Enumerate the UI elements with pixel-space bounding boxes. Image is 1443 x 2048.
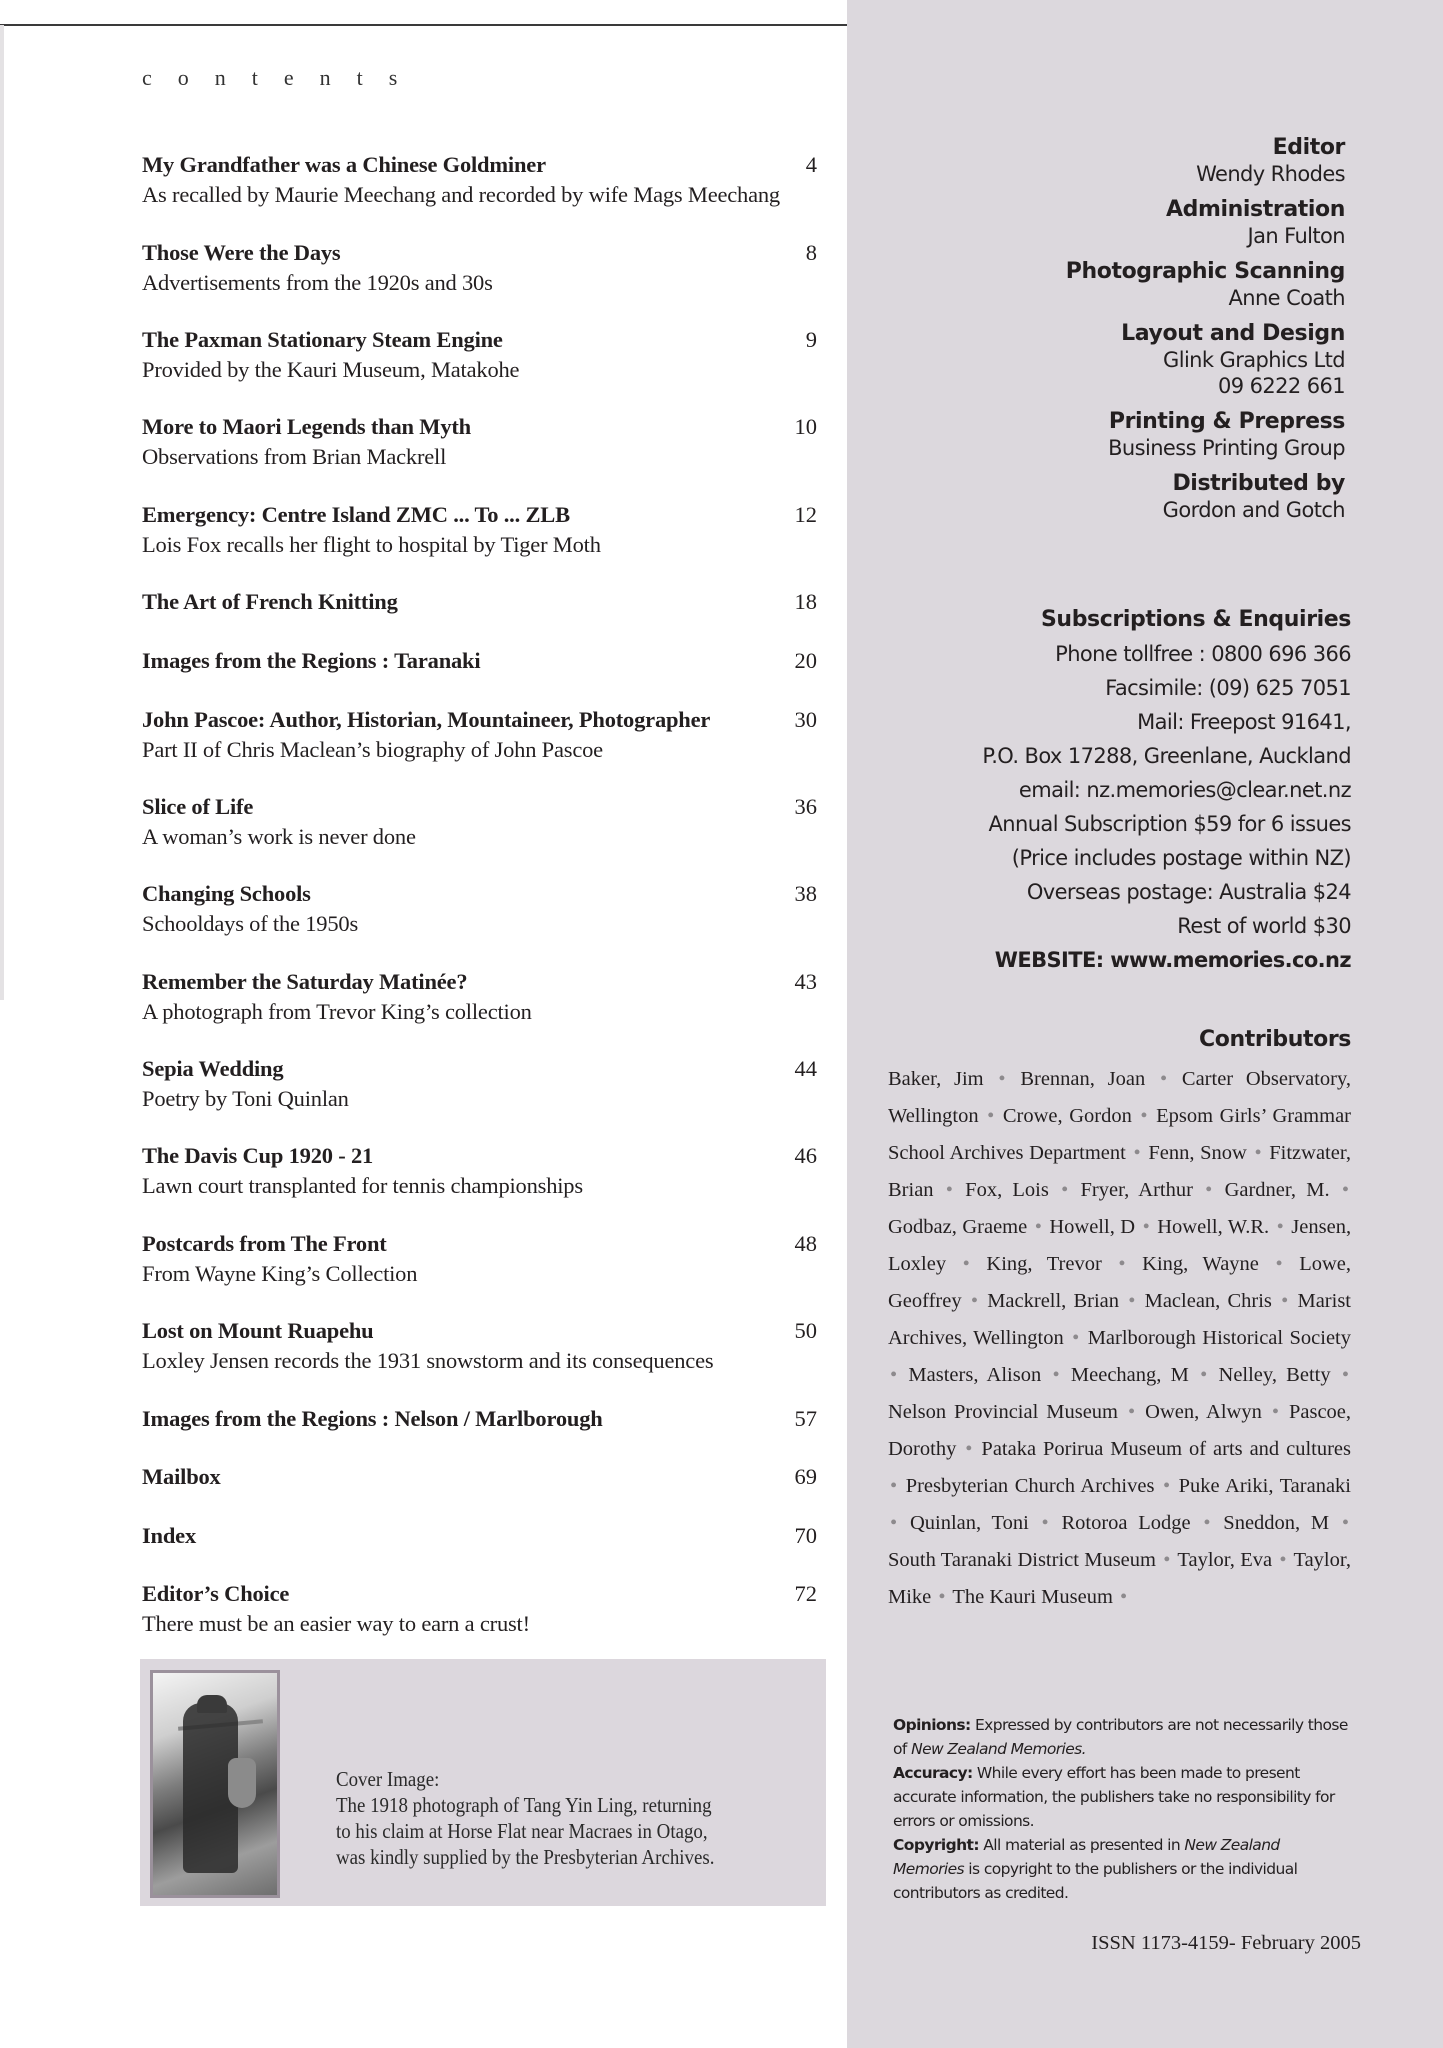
bullet-separator: •	[1142, 1216, 1150, 1238]
contributor-name: Fenn, Snow	[1148, 1142, 1247, 1164]
contributors-heading: Contributors	[1198, 1027, 1351, 1052]
contributor-name: Fryer, Arthur	[1080, 1179, 1193, 1201]
toc-entry[interactable]	[142, 1229, 817, 1289]
contributor-name: Howell, W.R.	[1157, 1216, 1270, 1238]
bullet-separator: •	[1163, 1549, 1171, 1571]
bullet-separator: •	[987, 1105, 995, 1127]
toc-title: Those Were the Days	[142, 240, 341, 265]
bullet-separator: •	[1279, 1549, 1287, 1571]
bullet-separator: •	[1200, 1364, 1208, 1386]
contributor-name: Quinlan, Toni	[909, 1512, 1029, 1534]
contributor-name: Rotoroa Lodge	[1061, 1512, 1191, 1534]
subscription-line: P.O. Box 17288, Greenlane, Auckland	[982, 744, 1351, 768]
contributor-name: Gardner, M.	[1224, 1179, 1330, 1201]
credit-value: Business Printing Group	[1108, 436, 1345, 460]
toc-page-number: 9	[805, 327, 817, 352]
toc-entry[interactable]	[142, 879, 817, 939]
contributor-name: Howell, D	[1049, 1216, 1136, 1238]
subscriptions-label: Subscriptions & Enquiries	[1040, 607, 1351, 632]
credit-label: Layout and Design	[1121, 321, 1345, 346]
contributor-name: Crowe, Gordon	[1002, 1105, 1132, 1127]
contributor-name: King, Wayne	[1142, 1253, 1259, 1275]
bullet-separator: •	[1061, 1179, 1069, 1201]
bullet-separator: •	[1341, 1512, 1350, 1534]
contributor-name: Taylor, Eva	[1177, 1549, 1273, 1571]
contributor-name: Pascoe, Dorothy	[888, 1401, 1352, 1460]
cover-caption-label: Cover Image:	[336, 1767, 440, 1791]
toc-subtitle: Provided by the Kauri Museum, Matakohe	[142, 357, 520, 382]
toc-subtitle: As recalled by Maurie Meechang and recorded by wife Mags Meechang	[142, 182, 780, 207]
photo-hat	[197, 1695, 227, 1713]
toc-entry[interactable]	[142, 412, 817, 472]
contributor-name: Nelley, Betty	[1218, 1364, 1331, 1386]
contributor-name: Masters, Alison	[908, 1364, 1042, 1386]
bullet-separator: •	[1120, 1586, 1128, 1608]
contributor-name: Godbaz, Graeme	[888, 1216, 1028, 1238]
bullet-separator: •	[970, 1290, 978, 1312]
toc-page-number: 20	[794, 648, 817, 673]
subscription-line: Annual Subscription $59 for 6 issues	[988, 812, 1351, 836]
subscriptions-block	[982, 607, 1351, 977]
toc-subtitle: A photograph from Trevor King’s collection	[142, 999, 532, 1024]
bullet-separator: •	[1052, 1364, 1060, 1386]
toc-subtitle: There must be an easier way to earn a crust!	[142, 1611, 530, 1636]
toc-page-number: 30	[794, 707, 817, 732]
bullet-separator: •	[890, 1512, 898, 1534]
contributor-name: Carter Observatory, Wellington	[888, 1068, 1351, 1127]
bullet-separator: •	[1275, 1253, 1283, 1275]
toc-title: Emergency: Centre Island ZMC ... To ... ZLB	[142, 502, 570, 527]
toc-entry[interactable]	[142, 1316, 817, 1376]
toc-page-number: 18	[794, 589, 817, 614]
bullet-separator: •	[1127, 1401, 1136, 1423]
toc-page-number: 69	[794, 1464, 817, 1489]
toc-page-number: 38	[794, 881, 817, 906]
credit-label: Photographic Scanning	[1065, 259, 1345, 284]
bullet-separator: •	[1072, 1327, 1080, 1349]
toc-entry[interactable]	[142, 1404, 817, 1434]
issn-date: ISSN 1173-4159- February 2005	[1091, 1932, 1361, 1954]
contributor-name: Owen, Alwyn	[1145, 1401, 1262, 1423]
bullet-separator: •	[1271, 1401, 1280, 1423]
toc-page-number: 8	[805, 240, 817, 265]
toc-entry[interactable]	[142, 1521, 817, 1551]
toc-page-number: 72	[794, 1581, 817, 1606]
bullet-separator: •	[1162, 1475, 1171, 1497]
toc-entry[interactable]	[142, 646, 817, 676]
contributor-name: Epsom Girls’ Grammar School Archives Department	[888, 1105, 1351, 1164]
contributor-name: Baker, Jim	[888, 1068, 984, 1090]
bullet-separator: •	[945, 1179, 953, 1201]
toc-entry[interactable]	[142, 325, 817, 385]
toc-page-number: 43	[794, 969, 817, 994]
toc-title: Editor’s Choice	[142, 1581, 290, 1606]
toc-title: The Paxman Stationary Steam Engine	[142, 327, 503, 352]
contributor-name: Marist Archives, Wellington	[888, 1290, 1352, 1349]
toc-title: Lost on Mount Ruapehu	[142, 1318, 374, 1343]
copyright-italic: New Zealand Memories	[893, 1836, 1280, 1878]
copyright-tail: is copyright to the publishers or the individual contributors as credited.	[893, 1860, 1298, 1902]
staff-credits	[1066, 135, 1345, 533]
toc-entry[interactable]	[142, 1054, 817, 1114]
credit-value: Jan Fulton	[1247, 224, 1345, 248]
opinions-label: Opinions:	[893, 1716, 971, 1734]
credit-block	[1066, 135, 1345, 187]
contributor-name: Meechang, M	[1070, 1364, 1189, 1386]
credit-label: Printing & Prepress	[1108, 409, 1345, 434]
toc-title: My Grandfather was a Chinese Goldminer	[142, 152, 546, 177]
toc-title: Mailbox	[142, 1464, 221, 1489]
toc-entry[interactable]	[142, 150, 817, 210]
contributor-name: Fox, Lois	[965, 1179, 1049, 1201]
subscription-line: Phone tollfree : 0800 696 366	[1055, 642, 1351, 666]
toc-page-number: 36	[794, 794, 817, 819]
credit-block	[1066, 197, 1345, 249]
contributor-name: Jensen, Loxley	[888, 1216, 1352, 1275]
toc-entry[interactable]	[142, 500, 817, 560]
toc-page-number: 48	[794, 1231, 817, 1256]
bullet-separator: •	[1041, 1512, 1049, 1534]
toc-title: John Pascoe: Author, Historian, Mountaineer, Photographer	[142, 707, 711, 732]
contributor-name: Pataka Porirua Museum of arts and cultures	[981, 1438, 1352, 1460]
copyright-text: All material as presented in	[978, 1836, 1185, 1854]
photo-sack	[228, 1758, 256, 1808]
toc-page-number: 44	[794, 1056, 817, 1081]
contributor-name: Taylor, Mike	[888, 1549, 1352, 1608]
bullet-separator: •	[1128, 1290, 1136, 1312]
cover-caption-line: was kindly supplied by the Presbyterian Archives.	[336, 1845, 715, 1869]
credit-block	[1066, 321, 1345, 399]
credit-value: Glink Graphics Ltd	[1163, 348, 1345, 372]
subscription-line: (Price includes postage within NZ)	[1011, 846, 1351, 870]
page-edge-strip	[0, 25, 4, 1000]
bullet-separator: •	[1118, 1253, 1126, 1275]
credit-label: Distributed by	[1172, 471, 1345, 496]
contributor-name: The Kauri Museum	[952, 1586, 1113, 1608]
disclaimer-notes	[893, 1713, 1353, 1905]
bullet-separator: •	[1140, 1105, 1148, 1127]
credit-block	[1066, 259, 1345, 311]
bullet-separator: •	[1205, 1179, 1213, 1201]
contributors-list	[888, 1061, 1351, 1616]
credit-value: Wendy Rhodes	[1196, 162, 1345, 186]
toc-page-number: 4	[805, 152, 817, 177]
toc-page-number: 50	[794, 1318, 817, 1343]
credit-block	[1066, 471, 1345, 523]
email-link[interactable]: email: nz.memories@clear.net.nz	[1018, 778, 1351, 802]
bullet-separator: •	[962, 1253, 970, 1275]
toc-entry[interactable]	[142, 1462, 817, 1492]
subscription-line: Facsimile: (09) 625 7051	[1105, 676, 1351, 700]
bullet-separator: •	[1281, 1290, 1289, 1312]
toc-entry[interactable]	[142, 705, 817, 765]
toc-title: Remember the Saturday Matinée?	[142, 969, 468, 994]
toc-title: The Davis Cup 1920 - 21	[142, 1143, 374, 1168]
contributor-name: King, Trevor	[986, 1253, 1102, 1275]
cover-photo	[150, 1670, 280, 1898]
contributor-name: Maclean, Chris	[1144, 1290, 1272, 1312]
toc-entry[interactable]	[142, 1141, 817, 1201]
toc-subtitle: From Wayne King’s Collection	[142, 1261, 418, 1286]
bullet-separator: •	[1276, 1216, 1284, 1238]
toc-title: Images from the Regions : Taranaki	[142, 648, 481, 673]
toc-subtitle: Part II of Chris Maclean’s biography of John Pascoe	[142, 737, 603, 762]
credit-label: Editor	[1272, 135, 1345, 160]
toc-subtitle: Observations from Brian Mackrell	[142, 444, 447, 469]
toc-title: More to Maori Legends than Myth	[142, 414, 471, 439]
bullet-separator: •	[1341, 1179, 1350, 1201]
accuracy-text: While every effort has been made to present accurate information, the publishers take no responsibility for errors or omissions.	[893, 1764, 1335, 1830]
contents-heading: contents	[142, 65, 424, 90]
toc-entry[interactable]	[142, 1579, 817, 1639]
toc-page-number: 46	[794, 1143, 817, 1168]
toc-entry[interactable]	[142, 792, 817, 852]
credit-value: Anne Coath	[1228, 286, 1345, 310]
accuracy-label: Accuracy:	[893, 1764, 973, 1782]
bullet-separator: •	[998, 1068, 1006, 1090]
contributor-name: Presbyterian Church Archives	[905, 1475, 1155, 1497]
bullet-separator: •	[1133, 1142, 1141, 1164]
toc-page-number: 70	[794, 1523, 817, 1548]
contributor-name: Fitzwater, Brian	[888, 1142, 1351, 1201]
toc-subtitle: Loxley Jensen records the 1931 snowstorm and its consequences	[142, 1348, 714, 1373]
toc-page-number: 10	[794, 414, 817, 439]
credit-label: Administration	[1166, 197, 1345, 222]
credit-value: Gordon and Gotch	[1162, 498, 1345, 522]
contributor-name: South Taranaki District Museum	[888, 1549, 1156, 1571]
subscription-line: Rest of world $30	[1177, 914, 1351, 938]
bullet-separator: •	[1254, 1142, 1262, 1164]
contributor-name: Puke Ariki, Taranaki	[1178, 1475, 1351, 1497]
opinions-italic: New Zealand Memories.	[911, 1740, 1086, 1758]
subscription-line: Mail: Freepost 91641,	[1137, 710, 1351, 734]
toc-subtitle: Schooldays of the 1950s	[142, 911, 359, 936]
bullet-separator: •	[890, 1364, 898, 1386]
cover-caption	[336, 1766, 768, 1870]
toc-subtitle: Advertisements from the 1920s and 30s	[142, 270, 493, 295]
bullet-separator: •	[890, 1475, 898, 1497]
toc-title: Images from the Regions : Nelson / Marlborough	[142, 1406, 603, 1431]
bullet-separator: •	[965, 1438, 973, 1460]
toc-title: Postcards from The Front	[142, 1231, 387, 1256]
bullet-separator: •	[1341, 1364, 1350, 1386]
toc-page-number: 12	[794, 502, 817, 527]
toc-title: Slice of Life	[142, 794, 254, 819]
toc-title: The Art of French Knitting	[142, 589, 398, 614]
bullet-separator: •	[1203, 1512, 1211, 1534]
toc-subtitle: Lois Fox recalls her flight to hospital by Tiger Moth	[142, 532, 601, 557]
toc-subtitle: Poetry by Toni Quinlan	[142, 1086, 349, 1111]
opinions-text: Expressed by contributors are not necessarily those of	[893, 1716, 1348, 1758]
cover-caption-line: The 1918 photograph of Tang Yin Ling, returning	[336, 1793, 712, 1817]
bullet-separator: •	[1159, 1068, 1168, 1090]
contributor-name: Sneddon, M	[1223, 1512, 1330, 1534]
copyright-label: Copyright:	[893, 1836, 979, 1854]
credit-value: 09 6222 661	[1218, 374, 1345, 398]
bullet-separator: •	[938, 1586, 946, 1608]
top-rule	[0, 24, 847, 26]
cover-caption-line: to his claim at Horse Flat near Macraes in Otago,	[336, 1819, 708, 1843]
toc-entry[interactable]	[142, 967, 817, 1027]
cover-image-box	[140, 1659, 826, 1906]
bullet-separator: •	[1034, 1216, 1042, 1238]
toc-title: Sepia Wedding	[142, 1056, 284, 1081]
toc-subtitle: Lawn court transplanted for tennis championships	[142, 1173, 583, 1198]
toc-title: Index	[142, 1523, 197, 1548]
contributor-name: Marlborough Historical Society	[1087, 1327, 1351, 1349]
subscription-line: Overseas postage: Australia $24	[1026, 880, 1351, 904]
credit-block	[1066, 409, 1345, 461]
toc-title: Changing Schools	[142, 881, 311, 906]
toc-entry[interactable]	[142, 238, 817, 298]
contributor-name: Nelson Provincial Museum	[888, 1401, 1119, 1423]
contributor-name: Lowe, Geoffrey	[888, 1253, 1352, 1312]
toc-entry[interactable]	[142, 587, 817, 617]
toc-subtitle: A woman’s work is never done	[142, 824, 416, 849]
website-link[interactable]: WEBSITE: www.memories.co.nz	[994, 948, 1351, 972]
contributor-name: Mackrell, Brian	[987, 1290, 1120, 1312]
toc-page-number: 57	[794, 1406, 817, 1431]
contributor-name: Brennan, Joan	[1020, 1068, 1146, 1090]
